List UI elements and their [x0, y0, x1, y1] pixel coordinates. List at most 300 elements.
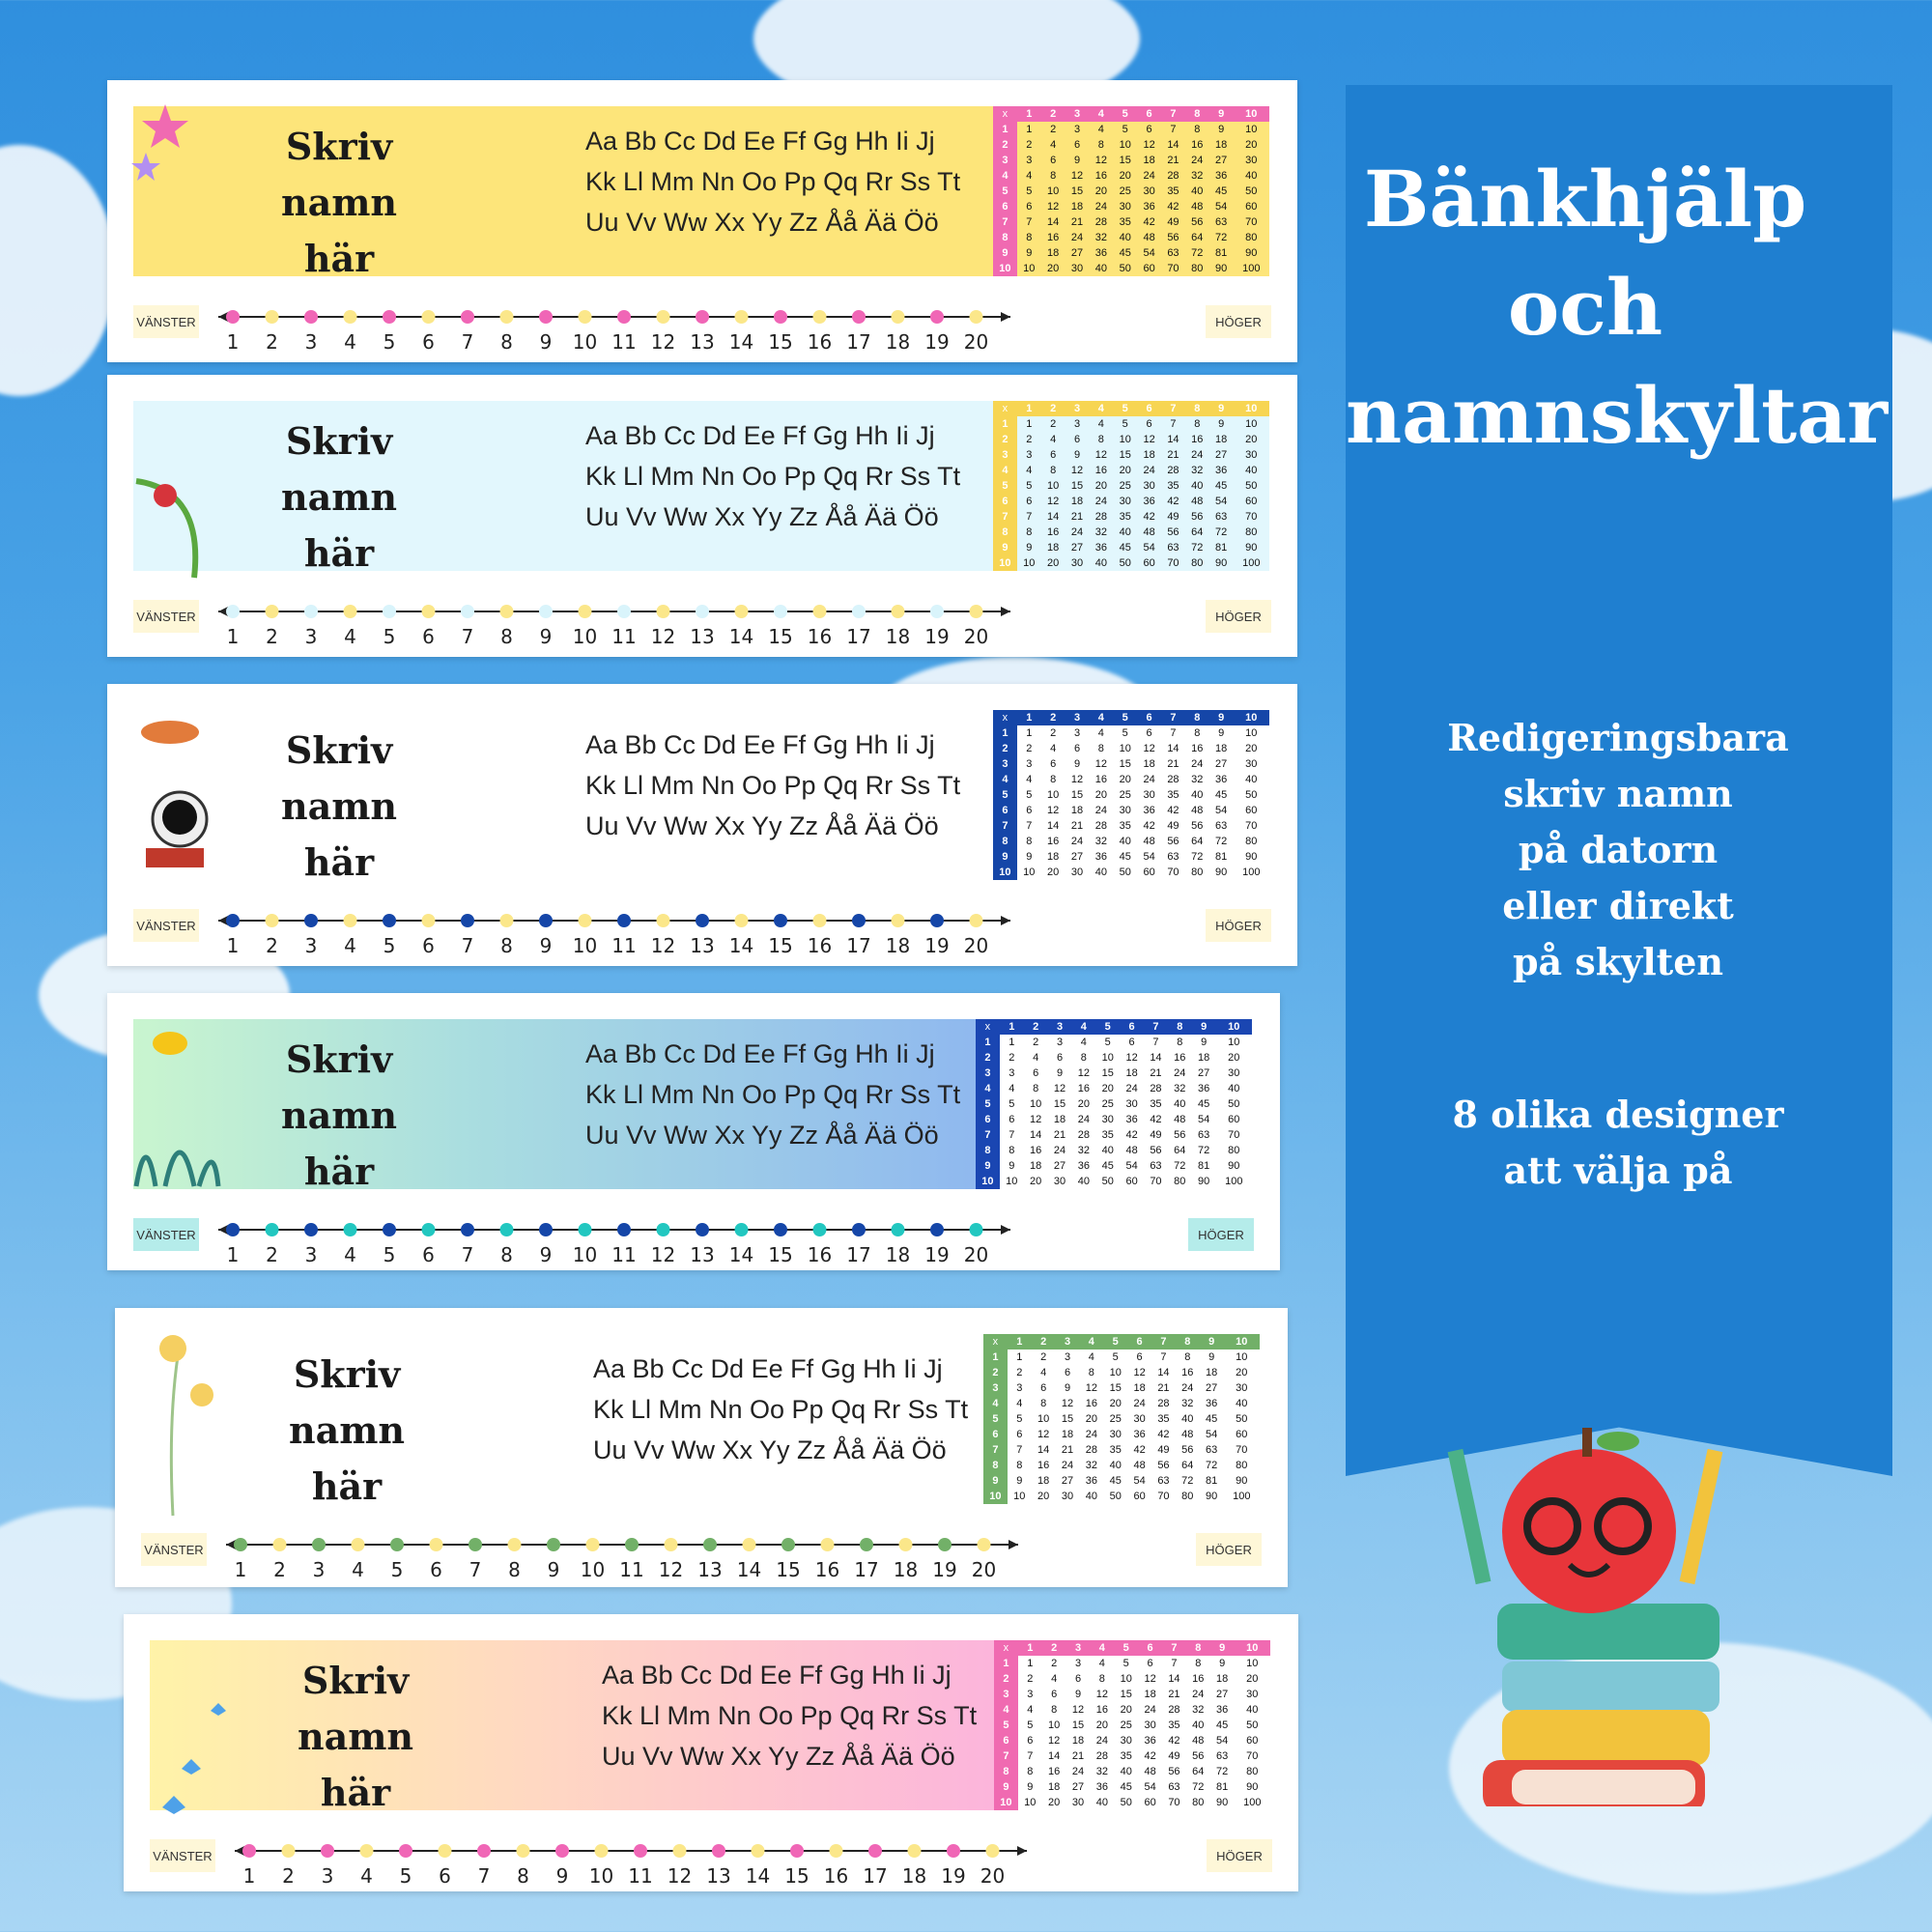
times-cell: 8	[1080, 1052, 1087, 1064]
number-line-label: 2	[266, 330, 278, 354]
left-label: VÄNSTER	[141, 1533, 207, 1566]
times-cell: 10	[1120, 1673, 1132, 1685]
number-line-dot	[344, 914, 357, 927]
times-cell: x	[993, 401, 1017, 416]
times-cell: 8	[976, 1143, 1000, 1158]
times-cell: 14	[1150, 1052, 1162, 1064]
times-cell: 2	[1040, 1351, 1047, 1363]
times-cell: 6	[1040, 1382, 1047, 1394]
times-cell: 10	[1013, 1491, 1026, 1502]
times-cell: 9	[1201, 1037, 1208, 1048]
number-line-dot	[868, 1844, 882, 1858]
times-cell: 16	[1085, 1398, 1097, 1409]
times-cell: 80	[1191, 557, 1204, 569]
times-cell: 18	[1070, 805, 1084, 816]
times-cell: 48	[1174, 1114, 1186, 1125]
number-line-label: 3	[321, 1864, 334, 1888]
times-cell: 90	[1236, 1475, 1248, 1487]
times-cell: 40	[1094, 867, 1107, 878]
times-cell: 56	[1192, 1750, 1205, 1762]
number-line-label: 12	[650, 330, 676, 354]
times-cell: 9	[1209, 710, 1234, 725]
times-cell: 30	[1109, 1429, 1122, 1440]
times-cell: 54	[1133, 1475, 1146, 1487]
number-line-dot	[344, 1223, 357, 1236]
banner-sub-line: skriv namn	[1503, 772, 1733, 815]
times-cell: 28	[1167, 170, 1179, 182]
times-cell: 40	[1245, 170, 1258, 182]
number-line-dot	[986, 1844, 1000, 1858]
times-cell: 9	[1192, 1019, 1216, 1035]
number-line-dot	[461, 605, 474, 618]
times-cell: 54	[1125, 1160, 1138, 1172]
times-cell: 72	[1191, 851, 1204, 863]
times-cell: 24	[1077, 1114, 1090, 1125]
times-cell: 28	[1085, 1444, 1097, 1456]
times-cell: 12	[1094, 449, 1107, 461]
number-line-dot	[226, 310, 240, 324]
times-cell: 10	[1119, 139, 1131, 151]
times-cell: 4	[1051, 1673, 1058, 1685]
number-line-dot	[461, 914, 474, 927]
times-cell: 63	[1157, 1475, 1170, 1487]
times-cell: 54	[1215, 496, 1228, 507]
times-cell: 1	[976, 1035, 1000, 1050]
times-cell: 30	[1245, 758, 1258, 770]
times-cell: 3	[1009, 1067, 1015, 1079]
alphabet-strip	[585, 415, 960, 537]
number-line-dot	[970, 1223, 983, 1236]
times-cell: 14	[1047, 511, 1060, 523]
times-cell: 12	[1070, 170, 1084, 182]
times-cell: 8	[1016, 1460, 1023, 1471]
times-cell: 40	[1094, 557, 1107, 569]
times-cell: 2	[1051, 1658, 1058, 1669]
times-cell: 10	[1024, 1797, 1037, 1808]
times-cell: 8	[1168, 1019, 1192, 1035]
number-line-label: 11	[611, 625, 637, 648]
times-cell: 10	[1246, 1658, 1259, 1669]
times-cell: 30	[1246, 1689, 1259, 1700]
times-cell: 6	[1056, 1052, 1064, 1064]
times-cell: 20	[1119, 170, 1131, 182]
number-line-dot	[774, 310, 787, 324]
times-cell: 20	[1095, 1719, 1108, 1731]
times-cell: 40	[1119, 232, 1131, 243]
times-cell: 49	[1157, 1444, 1170, 1456]
times-cell: 27	[1070, 247, 1084, 259]
times-cell: 63	[1167, 542, 1179, 554]
cloud	[0, 145, 116, 396]
times-cell: 9	[1026, 542, 1033, 554]
times-cell: 9	[993, 245, 1017, 261]
number-line-dot	[555, 1844, 569, 1858]
times-cell: 8	[1098, 1673, 1105, 1685]
times-cell: 45	[1215, 480, 1228, 492]
number-line-dot	[500, 605, 514, 618]
number-line-label: 10	[588, 1864, 614, 1888]
times-cell: 60	[1143, 867, 1155, 878]
times-cell: 3	[1064, 1351, 1071, 1363]
number-line-dot	[422, 914, 436, 927]
times-cell: 80	[1236, 1460, 1248, 1471]
times-cell: 25	[1101, 1098, 1114, 1110]
times-cell: 48	[1133, 1460, 1146, 1471]
times-cell: 36	[1143, 805, 1155, 816]
times-cell: 7	[994, 1748, 1018, 1764]
times-cell: 15	[1070, 185, 1084, 197]
arrow-right-icon	[1001, 312, 1010, 322]
times-cell: 12	[1085, 1382, 1097, 1394]
number-line-dot	[273, 1538, 287, 1551]
times-cell: 70	[1150, 1176, 1162, 1187]
times-cell: 20	[1037, 1491, 1050, 1502]
alphabet-strip	[585, 121, 960, 242]
times-cell: 30	[1071, 1797, 1085, 1808]
number-line-dot	[226, 1223, 240, 1236]
times-cell: 54	[1143, 542, 1155, 554]
times-cell: 3	[976, 1065, 1000, 1081]
times-cell: 50	[1245, 789, 1258, 801]
times-cell: 12	[1053, 1083, 1066, 1094]
times-cell: 18	[1143, 758, 1155, 770]
number-line-label: 16	[807, 330, 833, 354]
number-line-label: 7	[461, 625, 474, 648]
desk-nameplate-card	[115, 1308, 1288, 1587]
times-cell: 16	[1047, 836, 1060, 847]
times-cell: 48	[1143, 836, 1155, 847]
times-cell: 32	[1181, 1398, 1194, 1409]
times-cell: 5	[1016, 1413, 1023, 1425]
times-cell: 2	[993, 432, 1017, 447]
name-field[interactable]	[223, 119, 455, 287]
times-cell: 80	[1245, 836, 1258, 847]
times-cell: 8	[993, 525, 1017, 540]
times-cell: 36	[1077, 1160, 1090, 1172]
times-cell: 40	[1246, 1704, 1259, 1716]
times-cell: 1	[1026, 124, 1033, 135]
times-cell: 27	[1053, 1160, 1066, 1172]
times-cell: 7	[1170, 124, 1177, 135]
times-cell: 1	[1017, 106, 1041, 122]
times-cell: 16	[1030, 1145, 1042, 1156]
times-cell: 4	[1026, 170, 1033, 182]
times-cell: 48	[1181, 1429, 1194, 1440]
times-cell: 12	[1070, 774, 1084, 785]
name-placeholder-line: här	[303, 1150, 375, 1193]
times-cell: 10	[1109, 1367, 1122, 1378]
times-cell: 56	[1168, 1766, 1180, 1777]
times-cell: 2	[1032, 1334, 1056, 1350]
times-cell: 20	[1236, 1367, 1248, 1378]
number-line-dot	[813, 1223, 827, 1236]
times-cell: 63	[1167, 247, 1179, 259]
times-cell: 30	[1120, 1735, 1132, 1747]
number-line-dot	[586, 1538, 600, 1551]
number-line-dot	[595, 1844, 609, 1858]
times-cell: 8	[1050, 465, 1057, 476]
times-cell: 9	[1219, 1658, 1226, 1669]
times-cell: 10	[1023, 263, 1036, 274]
times-cell: 4	[993, 772, 1017, 787]
times-cell: 60	[1236, 1429, 1248, 1440]
times-cell: 49	[1167, 511, 1179, 523]
number-line-label: 17	[854, 1558, 879, 1581]
times-cell: 15	[1071, 1719, 1085, 1731]
times-cell: 54	[1143, 851, 1155, 863]
times-cell: 6	[1073, 139, 1081, 151]
number-line-label: 3	[304, 330, 318, 354]
times-cell: 6	[993, 199, 1017, 214]
number-line-dot	[383, 1223, 396, 1236]
times-cell: 20	[1085, 1413, 1097, 1425]
times-cell: 40	[1245, 774, 1258, 785]
number-line-label: 10	[572, 934, 598, 957]
times-cell: 20	[1246, 1673, 1259, 1685]
times-cell: 18	[1198, 1052, 1210, 1064]
times-cell: 18	[1215, 743, 1228, 754]
times-cell: 18	[1215, 434, 1228, 445]
number-line-dot	[422, 605, 436, 618]
times-cell: 48	[1143, 232, 1155, 243]
times-cell: 42	[1167, 201, 1179, 213]
number-line-label: 11	[611, 934, 637, 957]
times-cell: 4	[1026, 774, 1033, 785]
times-cell: 16	[1077, 1083, 1090, 1094]
times-cell: 64	[1191, 526, 1204, 538]
times-cell: 10	[1234, 401, 1269, 416]
times-cell: 7	[1170, 418, 1177, 430]
times-cell: x	[994, 1640, 1018, 1656]
times-cell: 81	[1206, 1475, 1218, 1487]
times-cell: 40	[1077, 1176, 1090, 1187]
arrow-right-icon	[1017, 1846, 1027, 1856]
times-cell: 36	[1206, 1398, 1218, 1409]
times-cell: 20	[1048, 1797, 1061, 1808]
times-cell: 70	[1168, 1797, 1180, 1808]
times-cell: 27	[1206, 1382, 1218, 1394]
number-line-label: 9	[555, 1864, 569, 1888]
desk-nameplate-card	[107, 375, 1297, 657]
times-cell: 21	[1167, 758, 1179, 770]
astronaut-icon	[127, 703, 233, 892]
number-line-dot	[970, 605, 983, 618]
name-placeholder-line: här	[303, 531, 375, 575]
number-line-label: 17	[846, 625, 871, 648]
name-field[interactable]	[223, 1032, 455, 1200]
times-cell: 24	[1070, 836, 1084, 847]
number-line-dot	[547, 1538, 560, 1551]
number-line-label: 10	[572, 330, 598, 354]
times-cell: 100	[1225, 1176, 1243, 1187]
times-cell: 20	[1077, 1098, 1090, 1110]
number-line-dot	[352, 1538, 365, 1551]
right-label: HÖGER	[1206, 305, 1271, 338]
times-cell: 70	[1245, 511, 1258, 523]
times-cell: 48	[1144, 1766, 1156, 1777]
number-line-dot	[266, 310, 279, 324]
times-cell: 8	[1185, 710, 1209, 725]
times-cell: 70	[1167, 557, 1179, 569]
times-cell: 16	[1095, 1704, 1108, 1716]
times-cell: 1	[994, 1656, 1018, 1671]
times-cell: 42	[1133, 1444, 1146, 1456]
times-cell: 70	[1246, 1750, 1259, 1762]
times-cell: 1	[1027, 1658, 1034, 1669]
number-line-label: 17	[863, 1864, 888, 1888]
times-cell: 2	[994, 1671, 1018, 1687]
times-cell: 20	[1094, 789, 1107, 801]
times-cell: 21	[1071, 1750, 1085, 1762]
times-cell: 3	[1027, 1689, 1034, 1700]
times-cell: 16	[1047, 232, 1060, 243]
times-cell: 9	[993, 540, 1017, 555]
times-cell: 18	[1030, 1160, 1042, 1172]
times-cell: 24	[1143, 774, 1155, 785]
times-cell: 3	[1048, 1019, 1072, 1035]
times-cell: 8	[1009, 1145, 1015, 1156]
alphabet-line: Aa Bb Cc Dd Ee Ff Gg Hh Ii Jj	[585, 1039, 935, 1068]
times-cell: 16	[1192, 1673, 1205, 1685]
times-cell: 63	[1206, 1444, 1218, 1456]
times-cell: 60	[1125, 1176, 1138, 1187]
times-cell: 12	[1070, 465, 1084, 476]
times-cell: 18	[1133, 1382, 1146, 1394]
times-cell: 70	[1228, 1129, 1240, 1141]
times-cell: 6	[1026, 805, 1033, 816]
number-line-label: 14	[728, 934, 754, 957]
times-cell: 42	[1144, 1750, 1156, 1762]
number-line-label: 7	[461, 1243, 474, 1266]
number-line-label: 3	[304, 625, 318, 648]
alphabet-line: Aa Bb Cc Dd Ee Ff Gg Hh Ii Jj	[585, 730, 935, 759]
times-cell: 6	[1120, 1019, 1144, 1035]
times-cell: 40	[1094, 263, 1107, 274]
number-line-dot	[617, 605, 631, 618]
number-line-dot	[735, 1223, 749, 1236]
right-label: HÖGER	[1196, 1533, 1262, 1566]
times-cell: 50	[1228, 1098, 1240, 1110]
flower-icon	[134, 1327, 216, 1525]
times-cell: 5	[1104, 1037, 1111, 1048]
times-cell: 50	[1246, 1719, 1259, 1731]
number-line-dot	[266, 1223, 279, 1236]
times-cell: 24	[1061, 1460, 1074, 1471]
times-cell: 42	[1125, 1129, 1138, 1141]
times-cell: 12	[1047, 201, 1060, 213]
times-cell: 10	[1047, 789, 1060, 801]
times-cell: 28	[1168, 1704, 1180, 1716]
times-cell: 6	[1127, 1334, 1151, 1350]
times-cell: 40	[1245, 465, 1258, 476]
name-field[interactable]	[231, 1347, 463, 1515]
times-cell: 8	[1186, 1640, 1210, 1656]
number-line-label: 5	[383, 1243, 396, 1266]
name-field[interactable]	[240, 1653, 471, 1821]
times-cell: 64	[1181, 1460, 1194, 1471]
times-cell: 50	[1101, 1176, 1114, 1187]
number-line-label: 19	[924, 1243, 950, 1266]
times-cell: 9	[1200, 1334, 1224, 1350]
times-cell: 36	[1094, 542, 1107, 554]
times-cell: 4	[1040, 1367, 1047, 1378]
times-cell: 9	[1218, 727, 1225, 739]
times-cell: 6	[993, 803, 1017, 818]
number-line-label: 11	[628, 1864, 653, 1888]
times-cell: 40	[1101, 1145, 1114, 1156]
left-label: VÄNSTER	[133, 1218, 199, 1251]
times-cell: 21	[1150, 1067, 1162, 1079]
times-cell: 8	[1088, 1367, 1094, 1378]
times-cell: 35	[1119, 216, 1131, 228]
times-cell: 30	[1061, 1491, 1074, 1502]
times-cell: 10	[976, 1174, 1000, 1189]
right-label: HÖGER	[1188, 1218, 1254, 1251]
number-line-dot	[696, 605, 709, 618]
number-line-dot	[790, 1844, 804, 1858]
number-line-dot	[752, 1844, 765, 1858]
number-line-dot	[930, 605, 944, 618]
banner-sub-line: på skylten	[1512, 940, 1724, 983]
number-line-dot	[892, 605, 905, 618]
times-cell: 42	[1167, 496, 1179, 507]
number-line-dot	[579, 310, 592, 324]
number-line-label: 4	[352, 1558, 364, 1581]
times-cell: 30	[1053, 1176, 1066, 1187]
times-cell: 12	[1133, 1367, 1146, 1378]
times-cell: 81	[1215, 247, 1228, 259]
times-cell: 24	[1070, 526, 1084, 538]
times-cell: 72	[1192, 1781, 1205, 1793]
times-cell: 32	[1077, 1145, 1090, 1156]
alphabet-line: Uu Vv Ww Xx Yy Zz Åå Ää Öö	[585, 502, 939, 531]
number-line-label: 16	[807, 934, 833, 957]
times-cell: 54	[1198, 1114, 1210, 1125]
times-cell: 18	[1144, 1689, 1156, 1700]
times-cell: 16	[1181, 1367, 1194, 1378]
times-cell: 40	[1191, 789, 1204, 801]
ladybug-icon	[127, 394, 213, 592]
multiplication-table	[993, 401, 1269, 571]
times-cell: 10	[1216, 1019, 1252, 1035]
times-cell: 3	[1056, 1334, 1080, 1350]
times-cell: 8	[1026, 836, 1033, 847]
name-field[interactable]	[223, 413, 455, 582]
times-cell: 1	[1000, 1019, 1024, 1035]
times-cell: 10	[1047, 480, 1060, 492]
times-cell: 10	[1245, 727, 1258, 739]
number-line-label: 17	[846, 330, 871, 354]
times-cell: 2	[1050, 727, 1057, 739]
times-cell: 70	[1245, 216, 1258, 228]
times-cell: 3	[1056, 1037, 1064, 1048]
desk-nameplate-card	[107, 993, 1280, 1270]
times-cell: 30	[1125, 1098, 1138, 1110]
times-cell: 80	[1245, 526, 1258, 538]
times-cell: 5	[1113, 710, 1137, 725]
times-cell: 1	[1026, 418, 1033, 430]
times-cell: 2	[1009, 1052, 1015, 1064]
times-cell: 5	[1026, 789, 1033, 801]
number-line-label: 13	[690, 934, 715, 957]
name-field[interactable]	[223, 723, 455, 891]
times-cell: 30	[1228, 1067, 1240, 1079]
times-cell: x	[993, 106, 1017, 122]
number-line-dot	[508, 1538, 522, 1551]
times-cell: 50	[1119, 557, 1131, 569]
number-line-dot	[970, 310, 983, 324]
times-cell: 40	[1085, 1491, 1097, 1502]
